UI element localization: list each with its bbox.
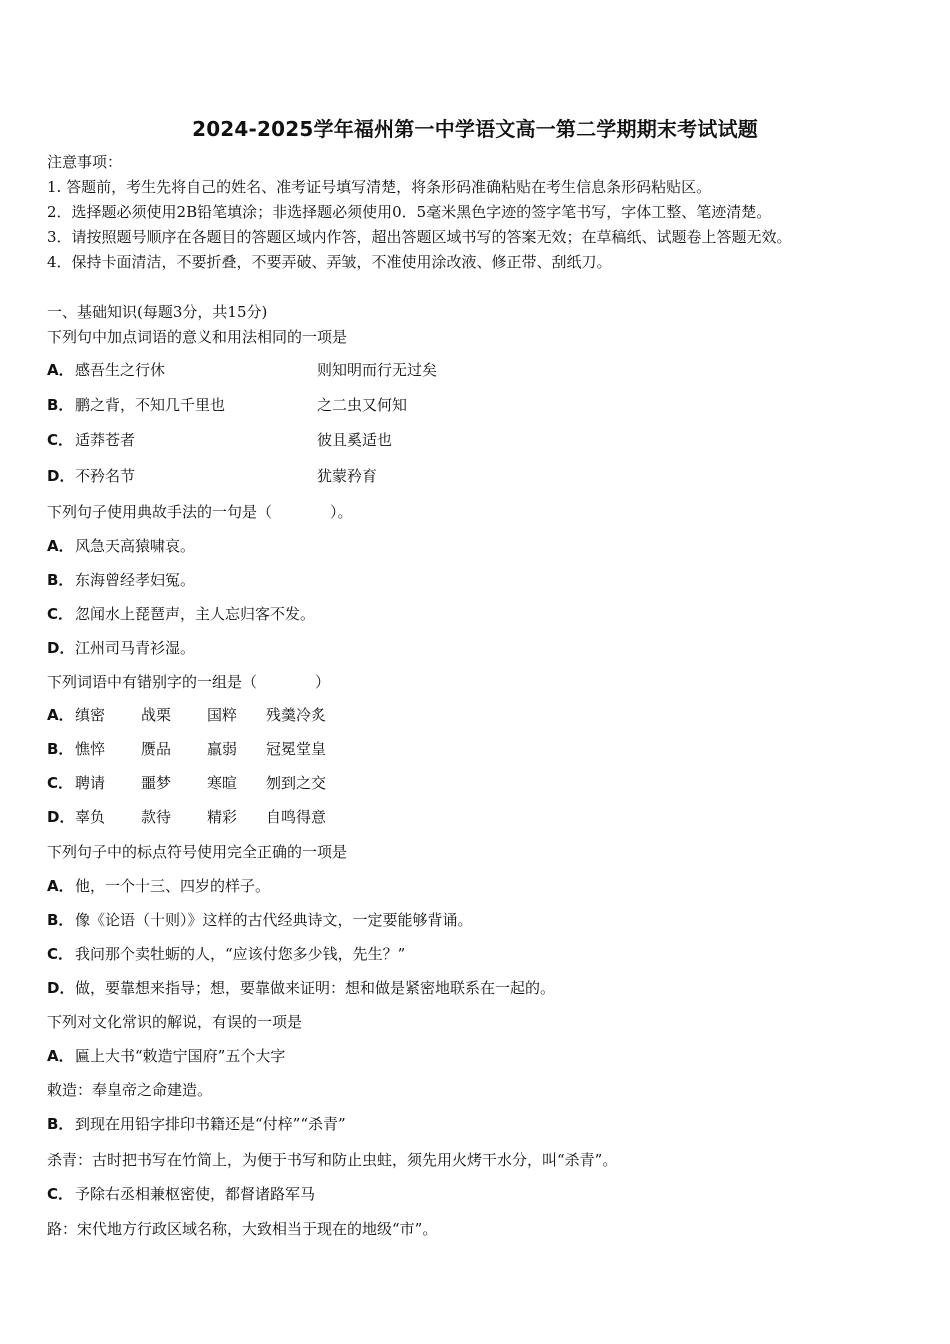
- option-text: 做，要靠想来指导；想，要靠做来证明：想和做是紧密地联系在一起的。: [75, 979, 556, 997]
- q1-option-d: [47, 466, 378, 486]
- q3-option-a: [47, 705, 326, 725]
- option-label: B．: [47, 396, 74, 414]
- q2-option-b: [47, 570, 195, 590]
- q4-option-a: [47, 876, 270, 896]
- option-left-text: 感吾生之行休: [75, 361, 166, 379]
- question-4-stem: 下列句子中的标点符号使用完全正确的一项是: [47, 843, 348, 861]
- question-5-stem: 下列对文化常识的解说，有误的一项是: [47, 1013, 303, 1031]
- question-2-stem: [47, 502, 353, 522]
- stem-text: ）: [315, 673, 331, 691]
- option-word: 寒暄: [207, 774, 238, 792]
- option-label: A．: [47, 361, 74, 379]
- q1-option-b: [47, 395, 408, 415]
- option-word: 赝品: [141, 740, 172, 758]
- question-3-stem: [47, 672, 330, 692]
- option-label: D．: [47, 467, 75, 485]
- option-text: 东海曾经孝妇冤。: [75, 571, 196, 589]
- option-word: 憔悴: [75, 740, 106, 758]
- q1-option-c: [47, 430, 393, 450]
- q5-option-c: [47, 1184, 315, 1204]
- option-text: 江州司马青衫湿。: [75, 639, 196, 657]
- stem-text: 下列词语中有错别字的一组是（: [47, 673, 258, 691]
- option-left-text: 鹏之背，不知几千里也: [75, 396, 226, 414]
- option-word: 战栗: [141, 706, 172, 724]
- exam-title: 2024-2025学年福州第一中学语文高一第二学期期末考试试题: [192, 117, 758, 141]
- option-word: 缜密: [75, 706, 106, 724]
- q2-option-a: [47, 536, 195, 556]
- q4-option-b: [47, 910, 473, 930]
- option-word: 羸弱: [207, 740, 238, 758]
- notice-item: 3．请按照题号顺序在各题目的答题区域内作答，超出答题区域书写的答案无效；在草稿纸、试题卷上答题无效。: [47, 228, 792, 246]
- option-word: 自鸣得意: [266, 808, 327, 826]
- notice-item: 1. 答题前，考生先将自己的姓名、准考证号填写清楚，将条形码准确粘贴在考生信息条形码粘贴区。: [47, 178, 712, 196]
- q5-option-b-note: 杀青：古时把书写在竹简上，为便于书写和防止虫蛀，须先用火烤干水分，叫“杀青”。: [47, 1151, 618, 1169]
- option-label: A．: [47, 706, 74, 724]
- option-label: D．: [47, 808, 75, 826]
- option-right-text: 彼且奚适也: [317, 431, 393, 449]
- option-word: 残羹冷炙: [266, 706, 327, 724]
- q3-option-d: [47, 807, 326, 827]
- option-word: 精彩: [207, 808, 238, 826]
- option-text: 风急天高猿啸哀。: [75, 537, 196, 555]
- option-text: 我问那个卖牡蛎的人，“应该付您多少钱，先生？”: [75, 945, 406, 963]
- question-1-stem: 下列句中加点词语的意义和用法相同的一项是: [47, 328, 348, 346]
- option-right-text: 犹蒙矜育: [317, 467, 378, 485]
- q3-option-b: [47, 739, 326, 759]
- option-label: B．: [47, 911, 74, 929]
- option-word: 聘请: [75, 774, 106, 792]
- q1-option-a: [47, 360, 438, 380]
- option-label: B．: [47, 740, 74, 758]
- option-label: B．: [47, 1115, 74, 1133]
- option-left-text: 适莽苍者: [75, 431, 136, 449]
- q3-option-c: [47, 773, 326, 793]
- q2-option-c: [47, 604, 315, 624]
- section-heading: 一、基础知识(每题3分，共15分): [47, 303, 268, 321]
- stem-text: 下列句子使用典故手法的一句是（: [47, 503, 273, 521]
- q5-option-c-note: 路：宋代地方行政区域名称，大致相当于现在的地级“市”。: [47, 1220, 438, 1238]
- option-label: C．: [47, 945, 74, 963]
- option-right-text: 则知明而行无过矣: [317, 361, 438, 379]
- q5-option-b: [47, 1114, 346, 1134]
- stem-text: ）。: [330, 503, 353, 521]
- notice-item: 4．保持卡面清洁，不要折叠，不要弄破、弄皱，不准使用涂改液、修正带、刮纸刀。: [47, 253, 612, 271]
- option-word: 国粹: [207, 706, 238, 724]
- option-label: C．: [47, 774, 74, 792]
- q5-option-a: [47, 1046, 285, 1066]
- option-word: 噩梦: [141, 774, 172, 792]
- option-right-text: 之二虫又何知: [317, 396, 408, 414]
- option-word: 刎到之交: [266, 774, 327, 792]
- option-text: 匾上大书“敕造宁国府”五个大字: [75, 1047, 286, 1065]
- option-label: C．: [47, 605, 74, 623]
- q4-option-d: [47, 978, 555, 998]
- q4-option-c: [47, 944, 405, 964]
- option-text: 予除右丞相兼枢密使，都督诸路军马: [75, 1185, 316, 1203]
- option-left-text: 不矜名节: [75, 467, 136, 485]
- q5-option-a-note: 敕造：奉皇帝之命建造。: [47, 1081, 213, 1099]
- option-word: 款待: [141, 808, 172, 826]
- option-text: 他，一个十三、四岁的样子。: [75, 877, 271, 895]
- notice-item: 2．选择题必须使用2B铅笔填涂；非选择题必须使用0．5毫米黑色字迹的签字笔书写，字体工整、笔迹清楚。: [47, 203, 772, 221]
- q2-option-d: [47, 638, 195, 658]
- option-label: B．: [47, 571, 74, 589]
- option-word: 冠冕堂皇: [266, 740, 327, 758]
- option-label: A．: [47, 1047, 74, 1065]
- option-label: C．: [47, 431, 74, 449]
- option-label: C．: [47, 1185, 74, 1203]
- option-text: 像《论语（十则）》这样的古代经典诗文，一定要能够背诵。: [75, 911, 473, 929]
- option-text: 忽闻水上琵琶声，主人忘归客不发。: [75, 605, 316, 623]
- option-label: D．: [47, 639, 75, 657]
- option-word: 辜负: [75, 808, 106, 826]
- option-label: D．: [47, 979, 75, 997]
- option-label: A．: [47, 877, 74, 895]
- notice-heading: 注意事项：: [47, 153, 123, 171]
- option-text: 到现在用铅字排印书籍还是“付梓”“杀青”: [75, 1115, 346, 1133]
- option-label: A．: [47, 537, 74, 555]
